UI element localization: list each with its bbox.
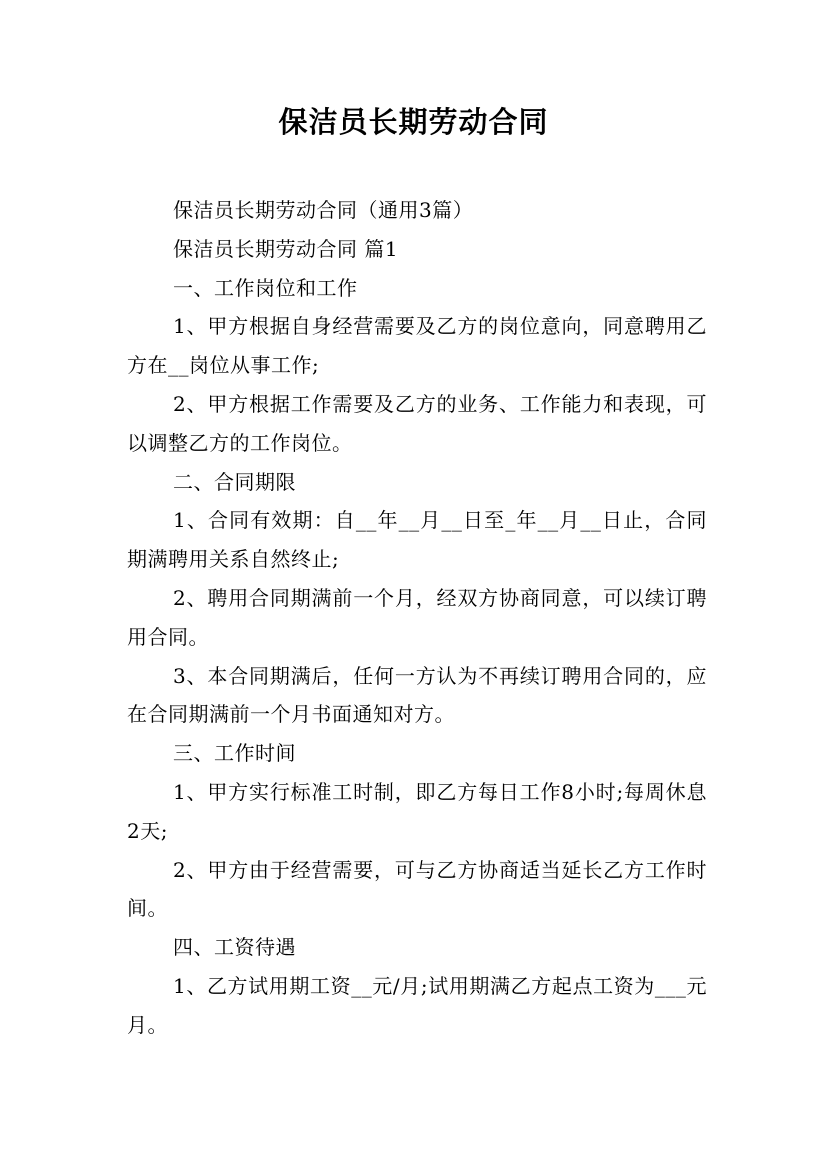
paragraph: 1、甲方根据自身经营需要及乙方的岗位意向，同意聘用乙方在__岗位从事工作; xyxy=(127,314,707,378)
section-heading: 四、工资待遇 xyxy=(173,935,296,960)
section-heading: 二、合同期限 xyxy=(173,469,296,494)
paragraph-part-heading: 保洁员长期劳动合同 篇1 xyxy=(173,236,399,261)
paragraph: 2、甲方由于经营需要，可与乙方协商适当延长乙方工作时间。 xyxy=(127,857,707,921)
section-heading: 一、工作岗位和工作 xyxy=(173,275,358,300)
document-title: 保洁员长期劳动合同 xyxy=(278,105,549,139)
paragraph: 2、聘用合同期满前一个月，经双方协商同意，可以续订聘用合同。 xyxy=(127,585,707,649)
paragraph: 2、甲方根据工作需要及乙方的业务、工作能力和表现，可以调整乙方的工作岗位。 xyxy=(127,391,707,455)
paragraph: 3、本合同期满后，任何一方认为不再续订聘用合同的，应在合同期满前一个月书面通知对方。 xyxy=(127,663,707,727)
paragraph: 1、合同有效期：自__年__月__日至_年__月__日止，合同期满聘用关系自然终止; xyxy=(127,508,707,572)
document-body xyxy=(127,191,707,1045)
paragraph: 1、甲方实行标准工时制，即乙方每日工作8小时;每周休息2天; xyxy=(127,779,707,843)
paragraph: 1、乙方试用期工资__元/月;试用期满乙方起点工资为___元月。 xyxy=(127,973,707,1037)
section-heading: 三、工作时间 xyxy=(173,741,296,766)
paragraph-subtitle: 保洁员长期劳动合同（通用3篇） xyxy=(173,198,474,222)
